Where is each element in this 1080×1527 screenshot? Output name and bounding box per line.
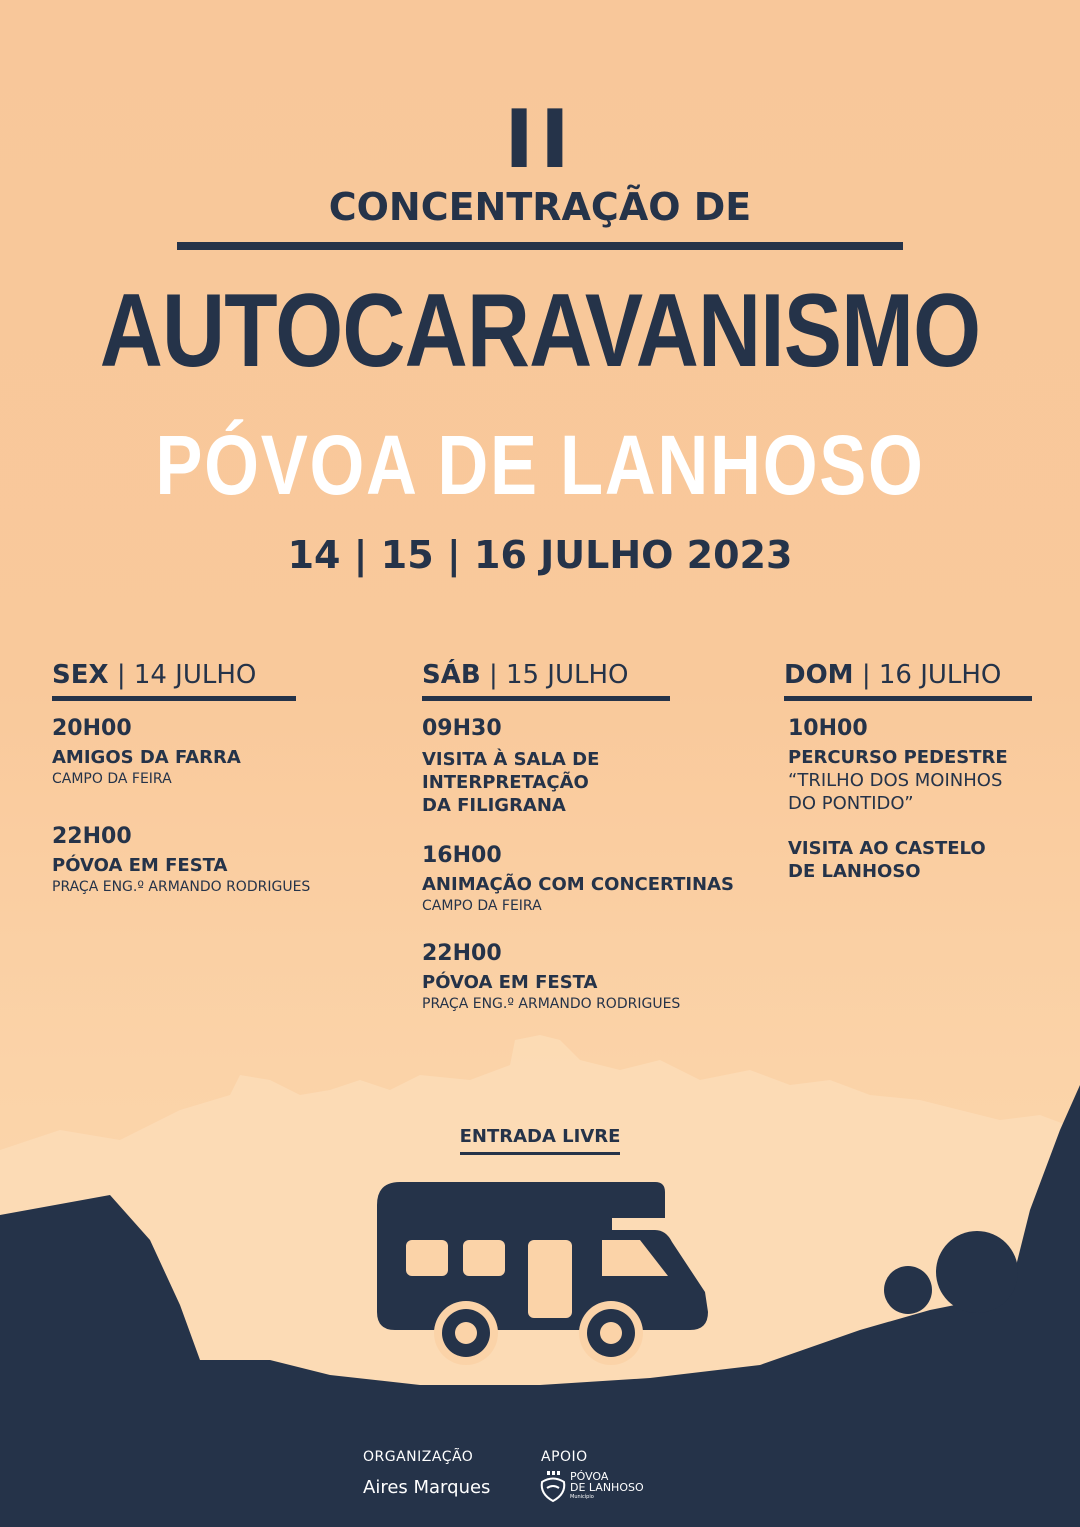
logo-line1: PÓVOA [570,1470,609,1483]
support-label: APOIO [541,1449,588,1465]
day-column-sunday [784,660,1044,883]
event-time: 22H00 [422,941,502,966]
event-location: PÓVOA DE LANHOSO [155,418,925,512]
event-time: 20H00 [52,716,132,741]
event-name: PERCURSO PEDESTRE [788,747,1008,768]
shrub-left [884,1266,932,1314]
event-name: AMIGOS DA FARRA [52,747,241,768]
event-subtitle: CONCENTRAÇÃO DE [328,185,752,229]
day-name: SEX [52,660,109,690]
event-venue: PRAÇA ENG.º ARMANDO RODRIGUES [422,996,681,1012]
edition-number: II [504,93,576,186]
event-name: ANIMAÇÃO COM CONCERTINAS [422,874,735,895]
shrub-right [936,1231,1018,1313]
event-venue: CAMPO DA FEIRA [52,771,172,787]
day-date: | 16 JULHO [861,660,1002,690]
event-dates: 14 | 15 | 16 JULHO 2023 [287,533,793,577]
free-entry-label: ENTRADA LIVRE [0,1126,1080,1147]
event-title: AUTOCARAVANISMO [99,273,981,389]
event-time: 09H30 [422,716,502,741]
municipality-emblem-icon [538,1470,568,1504]
day-column-friday [52,660,311,896]
logo-line2: DE LANHOSO [570,1481,644,1494]
event-time: 10H00 [788,716,868,741]
event-name: VISITA AO CASTELO DE LANHOSO [788,838,986,882]
schedule-event [422,843,752,915]
day-name: SÁB [422,660,481,690]
schedule-event [784,837,1044,883]
schedule-event [784,716,1044,815]
event-name: PÓVOA EM FESTA [422,972,598,993]
event-venue: CAMPO DA FEIRA [422,898,542,914]
schedule-event [52,824,372,896]
day-name: DOM [784,660,854,690]
schedule-event [422,941,752,1013]
title-divider [177,242,903,250]
day-heading [784,660,1032,701]
event-venue: PRAÇA ENG.º ARMANDO RODRIGUES [52,879,311,895]
day-heading [52,660,296,701]
logo-line3: Município [570,1494,594,1500]
schedule-event [422,716,752,817]
event-name: PÓVOA EM FESTA [52,855,228,876]
day-date: | 14 JULHO [116,660,257,690]
day-heading [422,660,670,701]
organizer-name: Aires Marques [363,1477,491,1498]
event-time: 16H00 [422,843,502,868]
schedule-event [52,716,298,788]
day-date: | 15 JULHO [488,660,629,690]
organization-label: ORGANIZAÇÃO [363,1449,474,1465]
event-time: 22H00 [52,824,132,849]
day-column-saturday [422,660,752,1013]
event-detail: “TRILHO DOS MOINHOS DO PONTIDO” [788,770,1003,814]
municipality-logo [538,1470,648,1506]
event-name: VISITA À SALA DE INTERPRETAÇÃO DA FILIGRANA [422,749,600,816]
